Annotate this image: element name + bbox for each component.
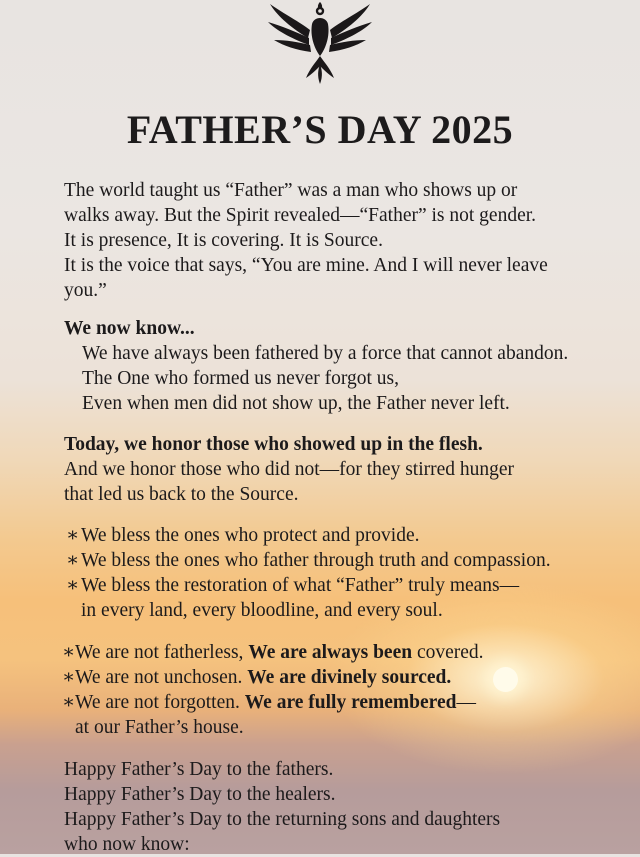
closing-line: who now know: (64, 834, 190, 855)
blessing-text: We bless the restoration of what “Father” truly means— (81, 575, 520, 596)
intro-line: It is presence, It is covering. It is Source. (64, 230, 383, 251)
honor-line: that led us back to the Source. (64, 484, 299, 505)
blessings-list (64, 523, 551, 623)
know-section (64, 316, 568, 416)
star-bullet-icon: ∗ (66, 525, 80, 546)
blessing-item (64, 523, 551, 548)
star-bullet-icon: ∗ (66, 550, 80, 571)
affirmation-tail: — (456, 692, 476, 713)
affirmation-tail: covered. (412, 642, 484, 663)
affirmation-text: We are not unchosen. (75, 667, 248, 688)
phoenix-logo (262, 0, 378, 86)
affirmation-text: We are not forgotten. (75, 692, 245, 713)
honor-heading: Today, we honor those who showed up in the flesh. (64, 434, 483, 455)
intro-line: you.” (64, 280, 107, 301)
blessing-text: We bless the ones who protect and provide. (81, 525, 420, 546)
honor-line: And we honor those who did not—for they stirred hunger (64, 459, 515, 480)
setting-sun (493, 667, 518, 692)
blessing-item (64, 573, 551, 598)
star-bullet-icon: ∗ (66, 575, 80, 596)
closing-line: Happy Father’s Day to the healers. (64, 784, 336, 805)
closing-line: Happy Father’s Day to the returning sons and daughters (64, 809, 501, 830)
affirmation-text: We are not fatherless, (75, 642, 249, 663)
affirmation-item (62, 665, 484, 690)
affirmation-emphasis: We are divinely sourced. (247, 667, 452, 688)
know-line: We have always been fathered by a force that cannot abandon. (82, 343, 569, 364)
star-bullet-icon: ∗ (62, 642, 76, 663)
blessing-text: We bless the ones who father through truth and compassion. (81, 550, 551, 571)
know-heading: We now know... (64, 318, 195, 339)
affirmation-continuation: at our Father’s house. (75, 717, 244, 738)
intro-line: It is the voice that says, “You are mine. And I will never leave (64, 255, 548, 276)
affirmation-emphasis: We are always been (248, 642, 413, 663)
closing-section (64, 757, 500, 857)
affirmation-item (62, 640, 484, 665)
page-title: FATHER’S DAY 2025 (126, 107, 514, 152)
blessing-item (64, 548, 551, 573)
affirmation-emphasis: We are fully remembered (244, 692, 457, 713)
affirmation-item (62, 690, 484, 715)
know-line: The One who formed us never forgot us, (82, 368, 399, 389)
star-bullet-icon: ∗ (62, 667, 76, 688)
affirmations-list (62, 640, 484, 740)
know-line: Even when men did not show up, the Father never left. (82, 393, 510, 414)
blessing-continuation: in every land, every bloodline, and every soul. (81, 600, 443, 621)
closing-line: Happy Father’s Day to the fathers. (64, 759, 334, 780)
intro-paragraph (64, 178, 548, 303)
intro-line: The world taught us “Father” was a man who shows up or (64, 180, 518, 201)
star-bullet-icon: ∗ (62, 692, 76, 713)
intro-line: walks away. But the Spirit revealed—“Father” is not gender. (64, 205, 537, 226)
honor-section (64, 432, 514, 507)
